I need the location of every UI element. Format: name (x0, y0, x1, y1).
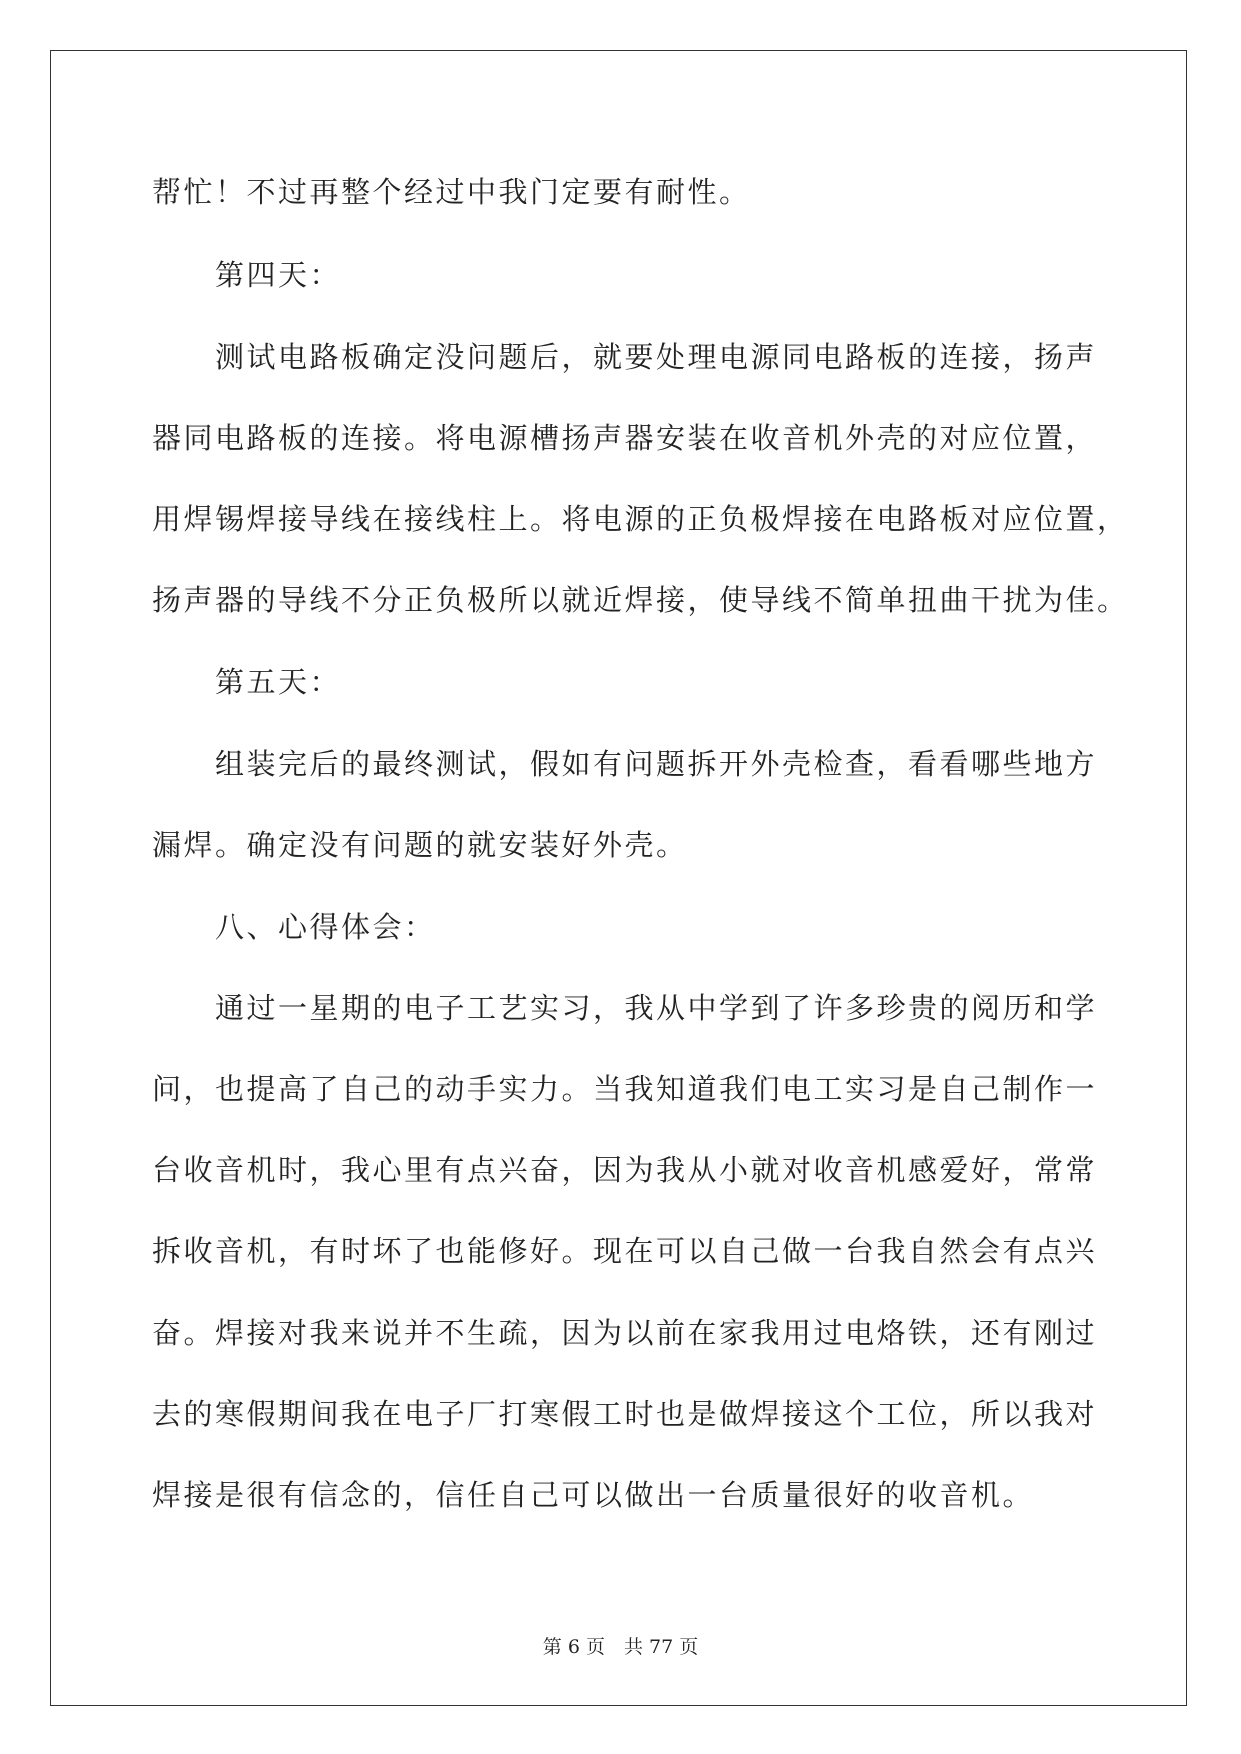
text-line: 问，也提高了自己的动手实力。当我知道我们电工实习是自己制作一 (152, 1072, 1098, 1106)
page-number-footer: 第 6 页 共 77 页 (542, 1636, 699, 1658)
text-line: 组装完后的最终测试，假如有问题拆开外壳检查，看看哪些地方 (215, 747, 1098, 781)
text-line: 拆收音机，有时坏了也能修好。现在可以自己做一台我自然会有点兴 (152, 1234, 1098, 1268)
text-line: 奋。焊接对我来说并不生疏，因为以前在家我用过电烙铁，还有刚过 (152, 1316, 1098, 1350)
section-heading: 第五天： (215, 665, 342, 699)
text-line: 扬声器的导线不分正负极所以就近焊接，使导线不简单扭曲干扰为佳。 (152, 583, 1129, 617)
text-line: 帮忙！不过再整个经过中我门定要有耐性。 (152, 175, 751, 209)
text-line: 通过一星期的电子工艺实习，我从中学到了许多珍贵的阅历和学 (215, 991, 1098, 1025)
text-line: 漏焊。确定没有问题的就安装好外壳。 (152, 828, 688, 862)
text-line: 测试电路板确定没问题后，就要处理电源同电路板的连接，扬声 (215, 340, 1098, 374)
section-heading: 八、心得体会： (215, 910, 436, 944)
text-line: 用焊锡焊接导线在接线柱上。将电源的正负极焊接在电路板对应位置， (152, 502, 1129, 536)
section-heading: 第四天： (215, 258, 342, 292)
text-line: 焊接是很有信念的，信任自己可以做出一台质量很好的收音机。 (152, 1478, 1035, 1512)
text-line: 器同电路板的连接。将电源槽扬声器安装在收音机外壳的对应位置， (152, 421, 1098, 455)
text-line: 台收音机时，我心里有点兴奋，因为我从小就对收音机感爱好，常常 (152, 1153, 1098, 1187)
page-border (50, 50, 1187, 1706)
text-line: 去的寒假期间我在电子厂打寒假工时也是做焊接这个工位，所以我对 (152, 1397, 1098, 1431)
